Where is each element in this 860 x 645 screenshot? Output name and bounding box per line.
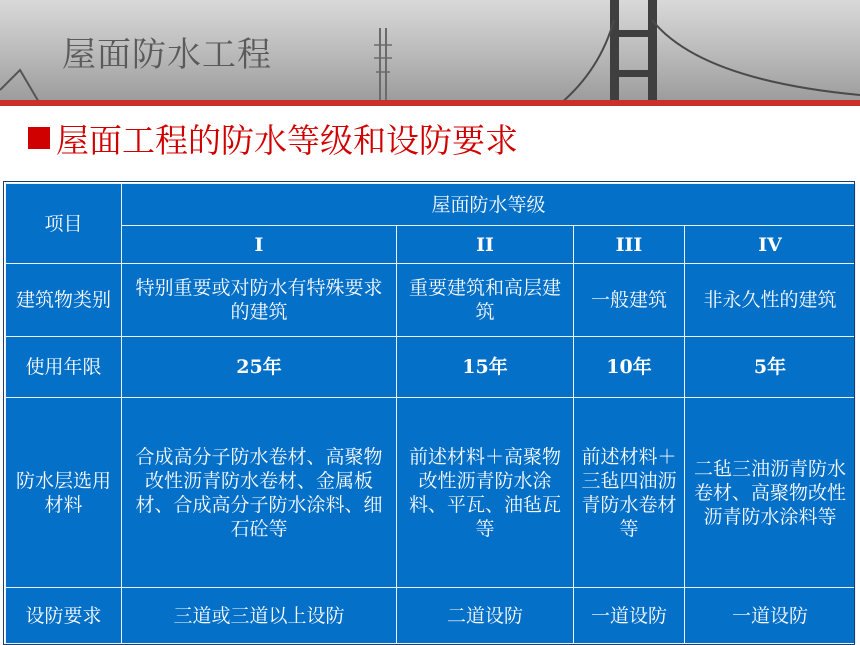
row-label: 建筑物类别 [6,264,122,337]
table-row [6,588,856,644]
table-cell: 5年 [685,337,856,398]
table-cell: 三道或三道以上设防 [122,588,397,644]
grade-header: 屋面防水等级 [122,184,856,226]
table-cell: 15年 [397,337,574,398]
table-row [6,184,856,226]
table-cell: 一道设防 [685,588,856,644]
table-cell: 10年 [574,337,685,398]
table-cell: 非永久性的建筑 [685,264,856,337]
section-heading [28,114,518,162]
table-cell: 25年 [122,337,397,398]
row-label: 设防要求 [6,588,122,644]
accent-divider [0,100,860,106]
item-header: 项目 [6,184,122,264]
row-label: 防水层选用材料 [6,398,122,588]
grade-header-cell: I [122,226,397,264]
table-row [6,337,856,398]
table-row [6,398,856,588]
grade-header-cell: III [574,226,685,264]
table-cell: 重要建筑和高层建筑 [397,264,574,337]
table-cell: 一道设防 [574,588,685,644]
table-cell: 二毡三油沥青防水卷材、高聚物改性沥青防水涂料等 [685,398,856,588]
header-banner [0,0,860,104]
table-cell: 特别重要或对防水有特殊要求的建筑 [122,264,397,337]
table-cell: 一般建筑 [574,264,685,337]
table-cell: 前述材料＋三毡四油沥青防水卷材等 [574,398,685,588]
table-cell: 二道设防 [397,588,574,644]
row-label: 使用年限 [6,337,122,398]
table-row [6,264,856,337]
table-row [6,226,856,264]
square-bullet-icon [28,127,50,149]
section-heading-text: 屋面工程的防水等级和设防要求 [56,120,518,160]
table-cell: 合成高分子防水卷材、高聚物改性沥青防水卷材、金属板材、合成高分子防水涂料、细石砼等 [122,398,397,588]
page-title: 屋面防水工程 [62,35,272,75]
grade-header-cell: IV [685,226,856,264]
waterproofing-table [5,183,856,644]
table-cell: 前述材料＋高聚物改性沥青防水涂料、平瓦、油毡瓦等 [397,398,574,588]
grade-header-cell: II [397,226,574,264]
